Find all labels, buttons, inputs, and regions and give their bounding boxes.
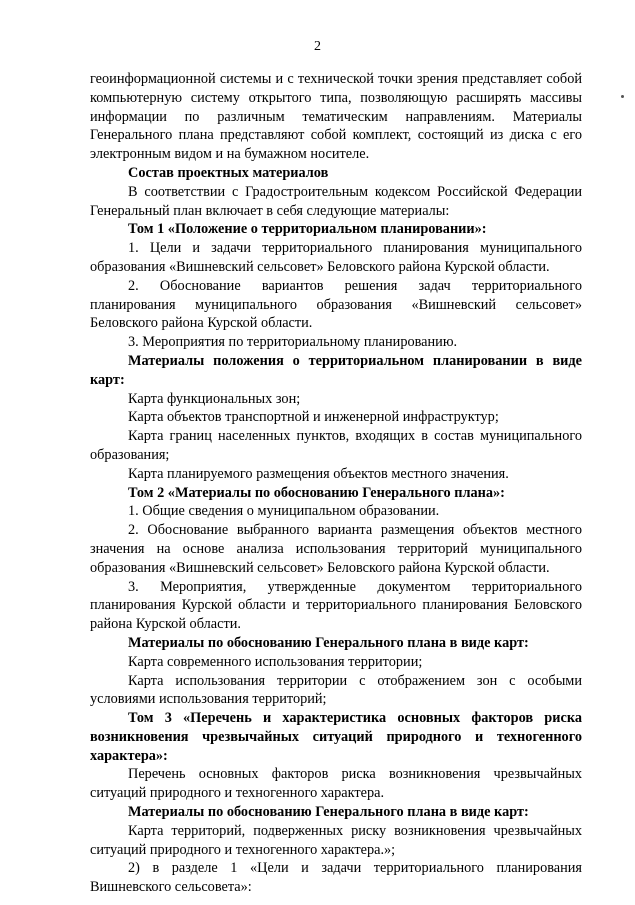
page-number: 2 — [314, 39, 321, 54]
margin-mark — [621, 95, 624, 98]
paragraph-code-reference: В соответствии с Градостроительным кодексом Российской Федерации Генеральный план включает в себя следующие материалы: — [90, 183, 582, 219]
heading-volume-3: Том 3 «Перечень и характеристика основных факторов риска возникновения чрезвычайных ситуаций природного и техногенного характера»: — [90, 710, 582, 764]
list-item-chosen-variant: 2. Обоснование выбранного варианта размещения объектов местного значения на основе анализа использования территорий муниципального образования «Вишневский сельсовет» Беловского района Курской области. — [90, 522, 582, 576]
heading-volume-2-maps: Материалы по обоснованию Генерального плана в виде карт: — [128, 634, 529, 651]
heading-volume-2: Том 2 «Материалы по обоснованию Генерального плана»: — [128, 484, 505, 501]
list-item-measures: 3. Мероприятия по территориальному планированию. — [128, 334, 458, 351]
map-item-infrastructure: Карта объектов транспортной и инженерной инфраструктур; — [128, 409, 499, 426]
map-item-current-use: Карта современного использования территории; — [128, 653, 423, 670]
document-body — [90, 70, 582, 897]
list-item-risk-factors: Перечень основных факторов риска возникновения чрезвычайных ситуаций природного и техногенного характера. — [90, 766, 582, 802]
map-item-risk-territories: Карта территорий, подверженных риску возникновения чрезвычайных ситуаций природного и техногенного характера.»; — [90, 822, 582, 858]
heading-project-materials: Состав проектных материалов — [128, 164, 329, 181]
map-item-settlement-borders: Карта границ населенных пунктов, входящих в состав муниципального образования; — [90, 428, 582, 463]
heading-volume-3-maps: Материалы по обоснованию Генерального плана в виде карт: — [128, 804, 529, 821]
list-item-general-info: 1. Общие сведения о муниципальном образовании. — [128, 503, 440, 520]
paragraph-section-1-change: 2) в разделе 1 «Цели и задачи территориального планирования Вишневского сельсовета»: — [90, 860, 582, 896]
list-item-goals: 1. Цели и задачи территориального планирования муниципального образования «Вишневский сельсовет» Беловского района Курской области. — [90, 240, 582, 275]
map-item-special-zones: Карта использования территории с отображением зон с особыми условиями использования территорий; — [90, 672, 582, 708]
heading-volume-1-maps: Материалы положения о территориальном планировании в виде карт: — [90, 352, 582, 388]
map-item-local-objects: Карта планируемого размещения объектов местного значения. — [128, 465, 509, 482]
list-item-approved-measures: 3. Мероприятия, утвержденные документом территориального планирования Курской области и территориального планирования Беловского района Курской области. — [90, 578, 582, 633]
list-item-justification: 2. Обоснование вариантов решения задач территориального планирования муниципального образования «Вишневский сельсовет» Беловского района Курской области. — [90, 277, 582, 332]
map-item-functional-zones: Карта функциональных зон; — [128, 390, 301, 407]
heading-volume-1: Том 1 «Положение о территориальном планировании»: — [128, 221, 487, 238]
paragraph-intro: геоинформационной системы и с технической точки зрения представляет собой компьютерную систему открытого типа, позволяющую расширять массивы информации по различным тематическим направлениям. Материалы Генерального плана представляют собой комплект, состоящий из диска с его электронным видом и на бумажном носителе. — [90, 71, 582, 163]
